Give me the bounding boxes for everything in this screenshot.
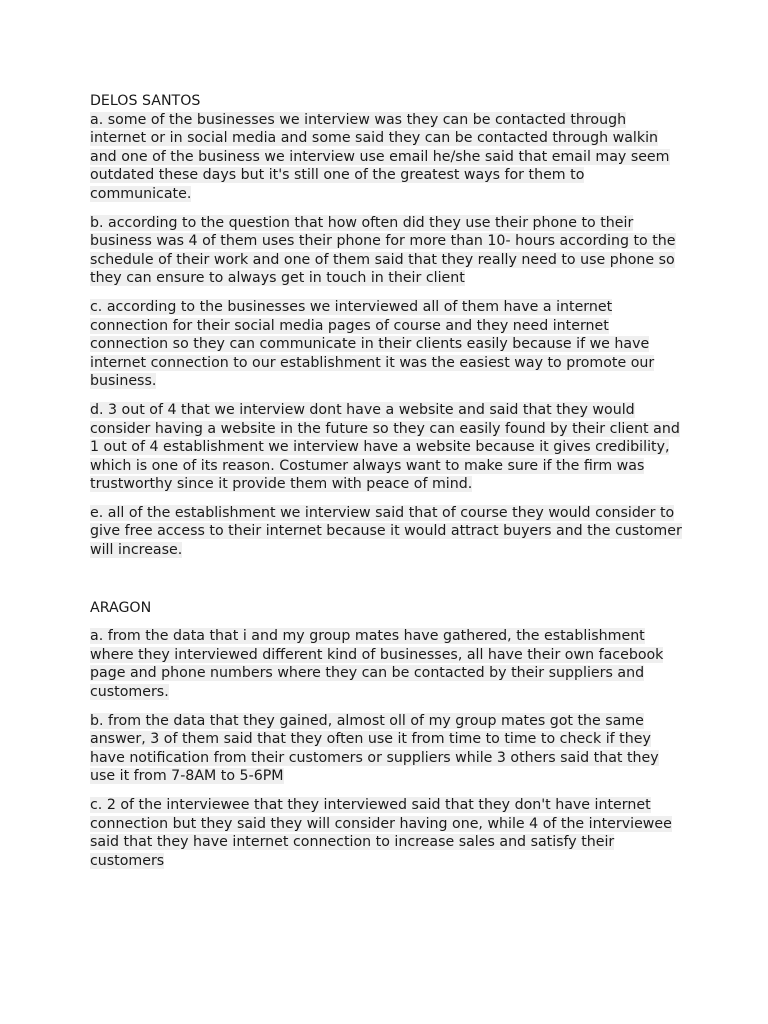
answer-paragraph-e bbox=[90, 504, 682, 560]
answer-paragraph-a bbox=[90, 627, 682, 701]
section-delos-santos bbox=[90, 92, 682, 560]
answer-text: e. all of the establishment we interview said that of course they would consider to give free access to their internet because it would attract buyers and the customer will increase. bbox=[90, 504, 682, 559]
answer-text: c. according to the businesses we interviewed all of them have a internet connection for their social media pages of course and they need internet connection so they can communicate in their clients easily because if we have internet connection to our establishment it was the easiest way to promote our business. bbox=[90, 298, 655, 390]
answer-text: a. some of the businesses we interview was they can be contacted through internet or in social media and some said they can be contacted through walkin and one of the business we interview use email he/she said that email may seem outdated these days but it's still one of the greatest ways for them to communicate. bbox=[90, 111, 670, 202]
section-aragon bbox=[90, 599, 682, 871]
section-author-name: ARAGON bbox=[90, 599, 152, 616]
answer-paragraph-c bbox=[90, 298, 682, 391]
answer-paragraph-d bbox=[90, 401, 682, 494]
answer-text: a. from the data that i and my group mates have gathered, the establishment where they interviewed different kind of businesses, all have their own facebook page and phone numbers where they can be contacted by their suppliers and customers. bbox=[90, 628, 664, 701]
answer-paragraph-c bbox=[90, 796, 682, 870]
answer-text: b. from the data that they gained, almost oll of my group mates got the same answer, 3 of them said that they often use it from time to time to check if they have notification from their customers or suppliers while 3 others said that they use it from 7-8AM to 5-6PM bbox=[90, 712, 659, 785]
section-author-name: DELOS SANTOS bbox=[90, 93, 201, 109]
answer-paragraph-b bbox=[90, 712, 682, 786]
answer-text: d. 3 out of 4 that we interview dont have a website and said that they would consider having a website in the future so they can easily found by their client and 1 out of 4 establishment we interview have a website because it gives credibility, which is one of its reason. Costumer always want to make sure if the firm was trustworthy since it provide them with peace of mind. bbox=[90, 401, 680, 493]
document-page bbox=[90, 92, 682, 880]
answer-paragraph-b bbox=[90, 214, 682, 288]
answer-text: c. 2 of the interviewee that they interviewed said that they don't have internet connection but they said they will consider having one, while 4 of the interviewee said that they have internet connection to increase sales and satisfy their customers bbox=[90, 797, 672, 869]
answer-paragraph-a bbox=[90, 111, 682, 204]
section-spacer bbox=[90, 570, 682, 599]
answer-text: b. according to the question that how often did they use their phone to their business was 4 of them uses their phone for more than 10- hours according to the schedule of their work and one of them said that they really need to use phone so they can ensure to always get in touch in their client bbox=[90, 214, 676, 287]
